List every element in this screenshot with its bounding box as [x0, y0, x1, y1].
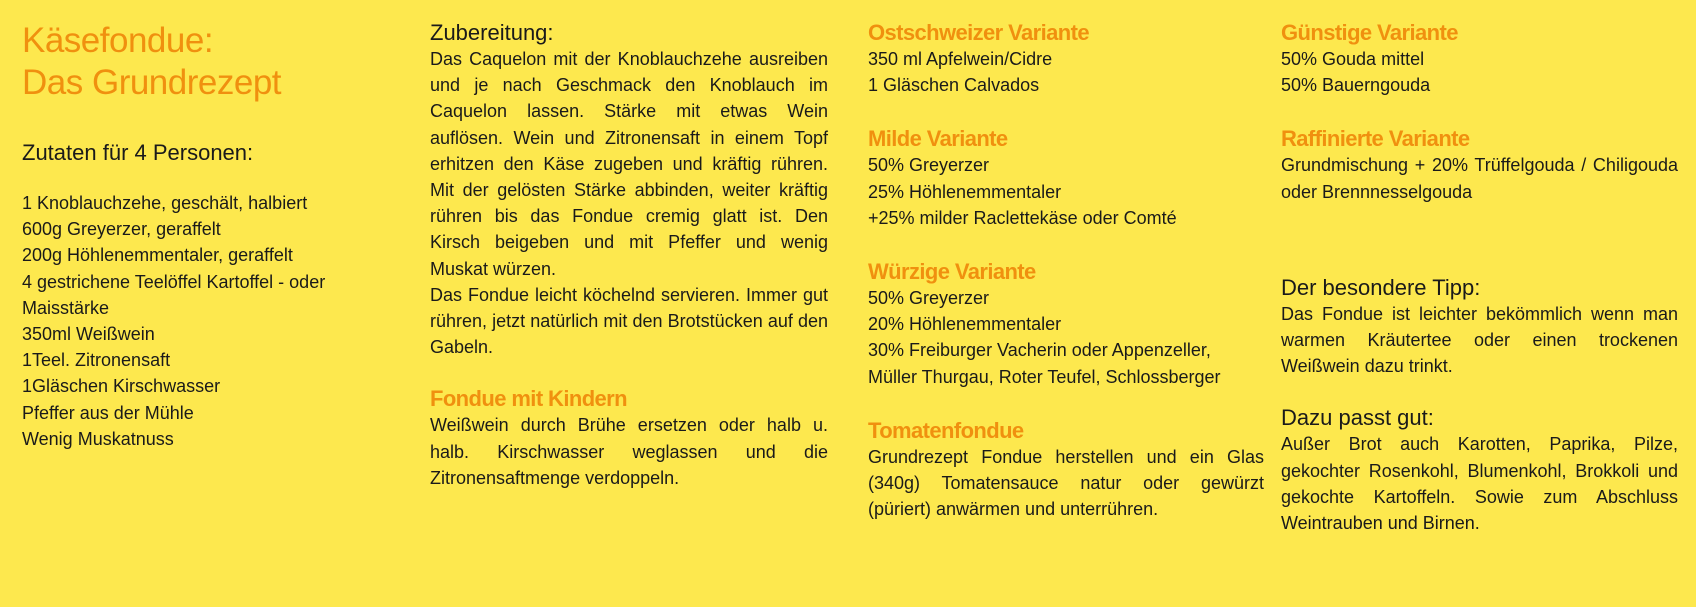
ingredient-item: Wenig Muskatnuss [22, 428, 174, 449]
ingredient-item: 1Teel. Zitronensaft [22, 350, 171, 371]
variant-line: 350 ml Apfelwein/Cidre [868, 49, 1053, 69]
variant-line: 50% Bauerngouda [1281, 75, 1431, 96]
variant-line: 50% Gouda mittel [1281, 49, 1425, 69]
column-preparation [430, 20, 828, 491]
kids-heading: Fondue mit Kindern [430, 386, 627, 412]
title-line-1: Käsefondue: [22, 21, 214, 60]
ingredient-item: 1 Knoblauchzehe, geschält, halbiert [22, 193, 308, 213]
dazu-heading: Dazu passt gut: [1281, 405, 1434, 431]
ingredient-item: 350ml Weißwein [22, 324, 155, 345]
guenstige-list [1281, 46, 1678, 98]
ingredient-item: Pfeffer aus der Mühle [22, 402, 194, 423]
variant-line: 25% Höhlenemmentaler [868, 181, 1062, 202]
variant-line: 50% Greyerzer [868, 155, 990, 176]
tomaten-text: Grundrezept Fondue herstellen und ein Glas (340g) Tomatensauce natur oder gewürzt (püriert) anwärmen und unterrühren. [868, 446, 1264, 520]
dazu-text: Außer Brot auch Karotten, Paprika, Pilze, gekochter Rosenkohl, Blumenkohl, Brokkoli und gekochte Kartoffeln. Sowie zum Abschluss Weintrauben und Birnen. [1281, 434, 1678, 534]
raffinierte-heading: Raffinierte Variante [1281, 126, 1470, 152]
variant-line: 30% Freiburger Vacherin oder Appenzeller, [868, 340, 1211, 361]
tipp-text: Das Fondue ist leichter bekömmlich wenn man warmen Kräutertee oder einen trockenen Weißwein dazu trinkt. [1281, 303, 1678, 377]
wuerzige-heading: Würzige Variante [868, 259, 1036, 285]
tipp-heading: Der besondere Tipp: [1281, 274, 1481, 300]
ostschweizer-list [868, 46, 1264, 98]
variant-line: 1 Gläschen Calvados [868, 75, 1040, 96]
ingredients-list [22, 190, 402, 452]
milde-list [868, 152, 1264, 231]
ostschweizer-heading: Ostschweizer Variante [868, 20, 1089, 45]
kids-text: Weißwein durch Brühe ersetzen oder halb u. halb. Kirschwasser weglassen und die Zitronensaftmenge verdoppeln. [430, 415, 828, 488]
column-basic-recipe [22, 20, 402, 452]
ingredient-item: 200g Höhlenemmentaler, geraffelt [22, 245, 293, 266]
wuerzige-list [868, 285, 1264, 390]
tomaten-heading: Tomatenfondue [868, 417, 1024, 443]
title-line-2: Das Grundrezept [22, 63, 282, 102]
column-variants [868, 20, 1264, 522]
ingredient-item: 4 gestrichene Teelöffel Kartoffel - oder [22, 271, 326, 292]
preparation-heading: Zubereitung: [430, 20, 554, 45]
variant-line: 20% Höhlenemmentaler [868, 314, 1062, 335]
ingredient-item: Maisstärke [22, 297, 110, 318]
ingredient-item: 1Gläschen Kirschwasser [22, 376, 221, 397]
raffinierte-text: Grundmischung + 20% Trüffelgouda / Chiligouda oder Brennnesselgouda [1281, 155, 1678, 202]
preparation-text: Das Caquelon mit der Knoblauchzehe ausreiben und je nach Geschmack den Knoblauch im Caquelon lassen. Stärke mit etwas Wein auflösen. Wein und Zitronensaft in einem Topf erhitzen den Käse zugeben und kräftig rühren. Mit der gelösten Stärke abbinden, weiter kräftig rühren bis das Fondue cremig glatt ist. Den Kirsch beigeben und mit Pfeffer und wenig Muskat würzen. [430, 49, 828, 279]
milde-heading: Milde Variante [868, 126, 1008, 152]
variant-line: 50% Greyerzer [868, 288, 990, 309]
variant-line: Müller Thurgau, Roter Teufel, Schlossberger [868, 366, 1221, 387]
serving-text: Das Fondue leicht köchelnd servieren. Immer gut rühren, jetzt natürlich mit den Brotstücken auf den Gabeln. [430, 284, 828, 358]
variant-line: +25% milder Raclettekäse oder Comté [868, 207, 1177, 228]
ingredient-item: 600g Greyerzer, geraffelt [22, 219, 221, 240]
column-tips [1281, 20, 1678, 536]
page-title [22, 20, 402, 104]
ingredients-heading: Zutaten für 4 Personen: [22, 140, 254, 165]
guenstige-heading: Günstige Variante [1281, 20, 1458, 45]
